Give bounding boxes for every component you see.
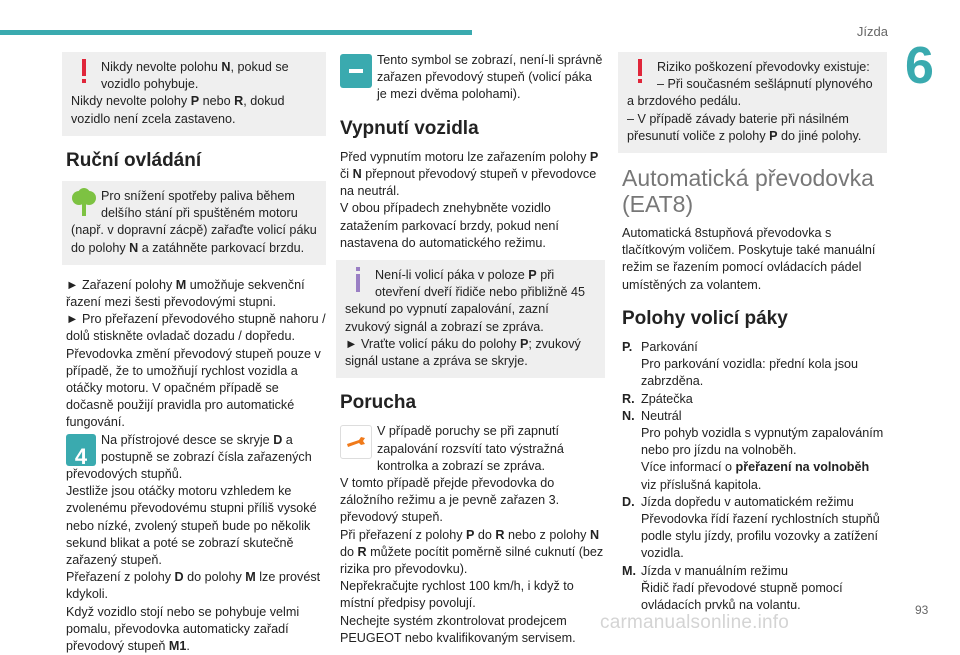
fault-text-1: V případě poruchy se při zapnutí zapalování rozsvítí tato výstražná kontrolka a zobrazí se zpráva. — [377, 424, 564, 473]
eco-tip-box — [62, 181, 326, 265]
eco-tip-text: Pro snížení spotřeby paliva během delšího stání při spuštěném motoru (např. v dopravní zácpě) zařaďte volicí páku do polohy N a zatáhněte parkovací brzdu. — [71, 189, 317, 255]
warning-text-1: Nikdy nevolte polohu N, pokud se vozidlo pohybuje. — [101, 60, 289, 92]
paragraph-rpm: Jestliže jsou otáčky motoru vzhledem ke zvolenému převodovému stupni příliš vysoké nebo nízké, zvolený stupeň bude po několik sekund blikat a poté se zobrazí skutečně zařazený stupeň. — [66, 484, 317, 568]
section-title: Jízda — [856, 24, 888, 39]
heading-fault: Porucha — [340, 392, 417, 414]
chapter-number: 6 — [905, 37, 934, 95]
heading-switch-off: Vypnutí vozidla — [340, 117, 479, 139]
position-r: R. Zpátečka — [622, 391, 693, 406]
warning-text-2: Nikdy nevolte polohy P nebo R, dokud vozidlo není zcela zastaveno. — [71, 94, 285, 126]
fault-text-3: Při přeřazení z polohy P do R nebo z polohy N do R můžete pocítit poměrně silné cuknutí (bez rizika pro převodovku). — [340, 527, 604, 577]
position-m: M. Jízda v manuálním režimu Řidič řadí převodové stupně pomocí ovládacích prvků na volantu. — [622, 563, 843, 613]
position-n: N. Neutrál Pro pohyb vozidla s vypnutým zapalováním nebo pro jízdu na volnoběh. Více informací o přeřazení na volnoběh viz příslušná kapitola. — [622, 408, 887, 494]
position-p: P. Parkování Pro parkování vozidla: přední kola jsou zabrzděna. — [622, 340, 859, 389]
heading-automatic-gearbox: Automatická převodovka (EAT8) — [622, 165, 874, 218]
eco-tree-icon — [71, 188, 97, 220]
paragraph-switch-off-2: V obou případech znehybněte vozidlo zatažením parkovací brzdy, pokud není nastavena do automatického režimu. — [340, 201, 559, 250]
exclamation-icon — [71, 59, 97, 91]
column-2 — [340, 52, 605, 647]
risk-line-1: Riziko poškození převodovky existuje: — [657, 60, 870, 74]
heading-lever-positions: Polohy volicí páky — [622, 307, 788, 329]
risk-line-2: – Při současném sešlápnutí plynového a brzdového pedálu. — [627, 77, 873, 109]
neutral-more-info: Více informací o přeřazení na volnoběh viz příslušná kapitola. — [641, 460, 870, 492]
paragraph-dashboard: Na přístrojové desce se skryje D a postupně se zobrazí čísla zařazených převodových stupňů. — [66, 432, 312, 482]
wrench-icon — [340, 425, 372, 459]
paragraph-d-to-m: Přeřazení z polohy D do polohy M lze provést kdykoli. — [66, 570, 321, 602]
bullet-m-position: ► Zařazení polohy M umožňuje sekvenční řazení mezi šesti převodovými stupni. — [66, 277, 305, 310]
paragraph-gear-change: Převodovka změní převodový stupeň pouze v případě, že to umožňují rychlost vozidla a otáčky motoru. V opačném případě se dočasně použijí pravidla pro automatické fungování. — [66, 346, 321, 430]
paragraph-switch-off-1: Před vypnutím motoru lze zařazením polohy P či N přepnout převodový stupeň v převodovce na neutrál. — [340, 149, 599, 199]
column-1 — [66, 52, 326, 655]
warning-box — [62, 52, 326, 136]
header-accent-bar — [0, 30, 472, 35]
info-text-1: Není-li volicí páka v poloze P při otevření dveří řidiče nebo přibližně 45 sekund po vypnutí zapalování, zazní zvukový signál a zobrazí se zpráva. — [345, 268, 586, 334]
info-icon — [345, 267, 371, 299]
risk-line-3: – V případě závady baterie při násilném přesunutí voliče z polohy P do jiné polohy. — [627, 111, 862, 143]
fault-text-4: Nepřekračujte rychlost 100 km/h, i když to místní předpisy povolují. — [340, 579, 574, 611]
heading-manual-control: Ruční ovládání — [66, 149, 202, 171]
watermark: carmanualsonline.info — [600, 612, 790, 633]
minus-symbol-note: Tento symbol se zobrazí, není-li správně zařazen převodový stupeň (volicí páka je mezi dvěma polohami). — [340, 52, 605, 104]
paragraph-m1: Když vozidlo stojí nebo se pohybuje velmi pomalu, převodovka automaticky zařadí převodový stupeň M1. — [66, 604, 300, 654]
bullet-shift: ► Pro přeřazení převodového stupně nahoru / dolů stiskněte ovladač dozadu / dopředu. — [66, 312, 326, 344]
exclamation-icon — [627, 59, 653, 91]
minus-icon — [340, 54, 372, 88]
paragraph-automatic: Automatická 8stupňová převodovka s tlačítkovým voličem. Poskytuje také manuální režim se řazením pomocí ovládacích pádel umístěných za volantem. — [622, 226, 876, 292]
info-box — [336, 260, 605, 378]
fault-text-2: V tomto případě přejde převodovka do záložního režimu a je pevně zařazen 3. převodový stupeň. — [340, 476, 560, 525]
column-3 — [622, 52, 887, 614]
page-number: 93 — [915, 603, 929, 617]
info-text-2: ► Vraťte volicí páku do polohy P; zvukový signál ustane a zpráva se skryje. — [345, 336, 581, 369]
fault-text-5: Nechejte systém zkontrolovat prodejcem PEUGEOT nebo kvalifikovaným servisem. — [340, 613, 576, 645]
gear-indicator-icon: 4 — [66, 434, 96, 466]
position-d: D. Jízda dopředu v automatickém režimu Převodovka řídí řazení rychlostních stupňů podle stylu jízdy, profilu vozovky a zatížení vozidla. — [622, 494, 880, 561]
gearbox-risk-box — [618, 52, 887, 153]
